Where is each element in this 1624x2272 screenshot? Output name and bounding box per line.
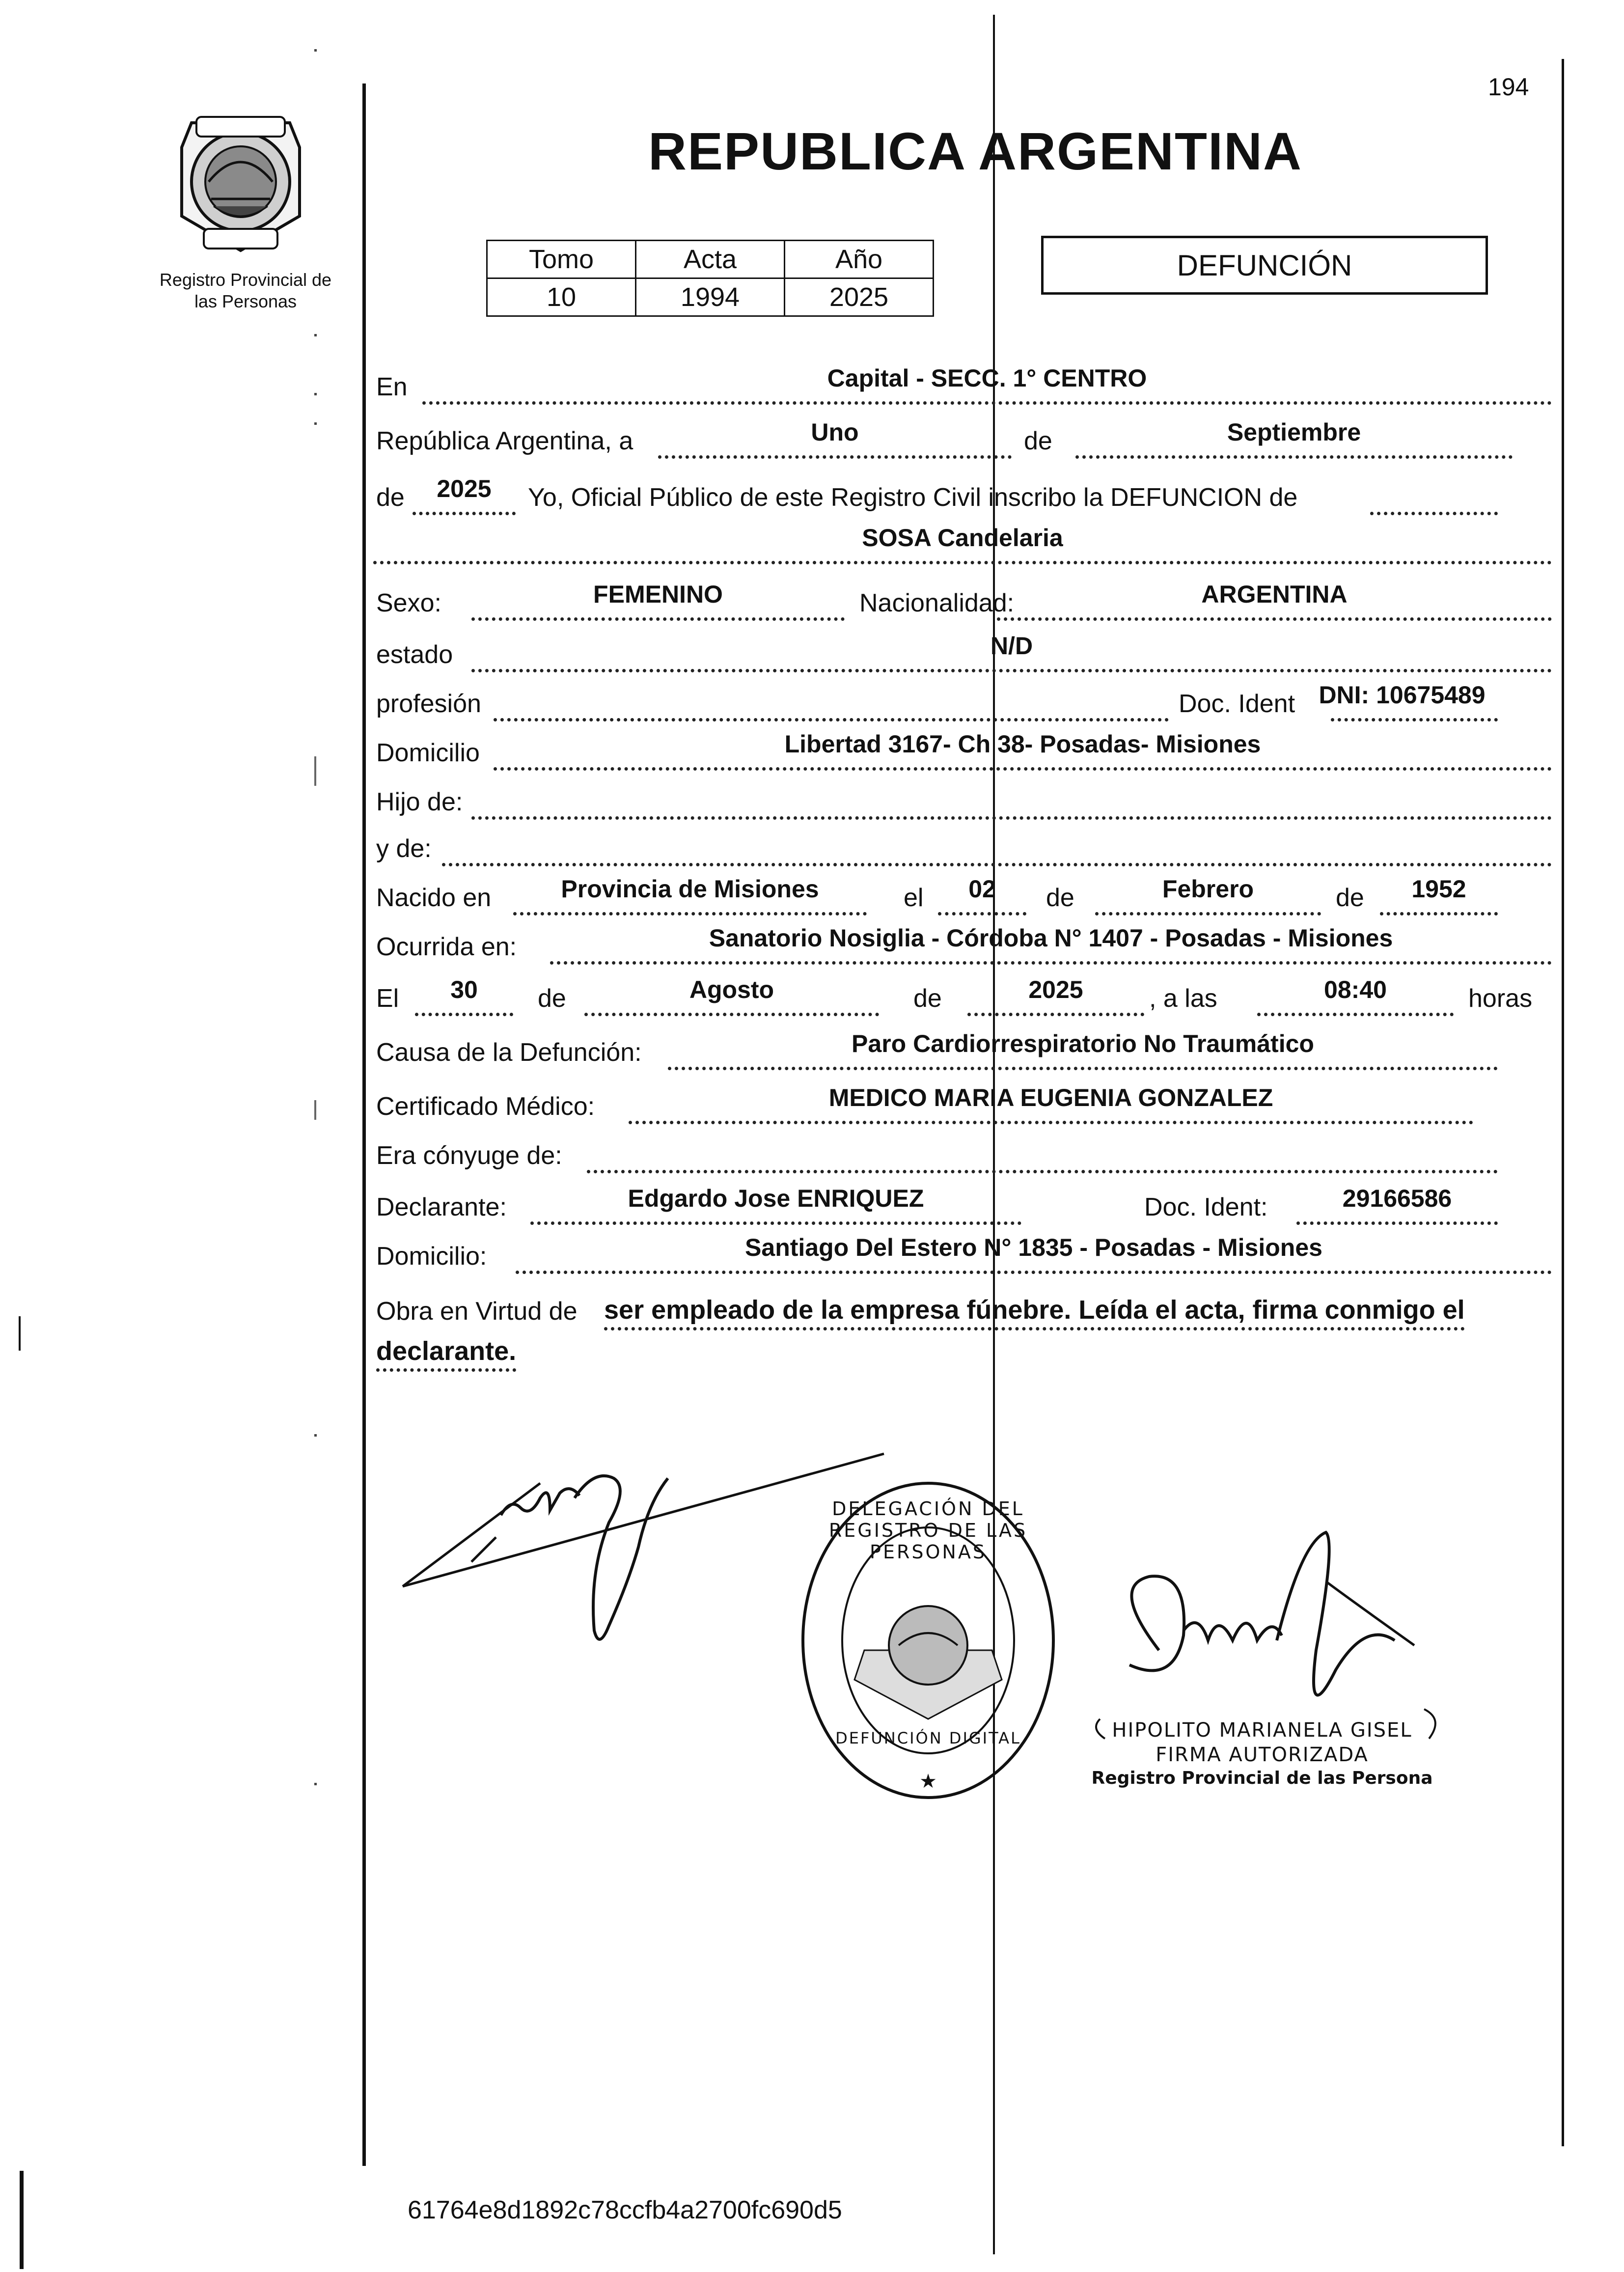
decl-dom-field	[516, 1236, 1552, 1274]
row-deceased-name	[373, 518, 1552, 567]
row-decl-domicilio	[373, 1228, 1552, 1277]
certificado-value: MEDICO MARIA EUGENIA GONZALEZ	[828, 1084, 1273, 1111]
en-field	[422, 364, 1552, 405]
document-hash: 61764e8d1892c78ccfb4a2700fc690d5	[408, 2196, 842, 2224]
estado-value: N/D	[990, 632, 1033, 660]
nacido-day-field	[938, 875, 1026, 915]
declarante-field	[530, 1187, 1021, 1225]
right-margin-line	[1562, 59, 1564, 2146]
inscribo-text: Yo, Oficial Público de este Registro Civil inscribo la DEFUNCION de	[528, 483, 1298, 512]
row-obra	[373, 1277, 1552, 1375]
row-yde	[373, 820, 1552, 869]
margin-marks	[314, 49, 319, 2210]
province-emblem	[162, 108, 319, 255]
certificado-label: Certificado Médico:	[376, 1092, 595, 1121]
rep-month-value: Septiembre	[1227, 418, 1361, 446]
horas-label: horas	[1468, 984, 1533, 1013]
row-profesion	[373, 675, 1552, 724]
meta-header-ano: Año	[785, 241, 934, 278]
document-type-box	[1041, 236, 1488, 295]
nacido-day-value: 02	[968, 875, 996, 903]
rep-de-label: de	[1024, 427, 1052, 455]
stamp-outer-text: DELEGACIÓN DEL REGISTRO DE LAS PERSONAS	[828, 1498, 1028, 1563]
estado-label: estado	[376, 640, 453, 669]
deceased-name-value: SOSA Candelaria	[862, 524, 1063, 552]
sexo-value: FEMENINO	[593, 581, 723, 608]
ocurrida-field	[550, 924, 1552, 965]
causa-label: Causa de la Defunción:	[376, 1038, 642, 1067]
profesion-label: profesión	[376, 690, 481, 718]
death-de1-label: de	[538, 984, 566, 1013]
obra-label: Obra en Virtud de	[376, 1297, 578, 1326]
death-de2-label: de	[913, 984, 942, 1013]
obra-value-line2: declarante.	[376, 1336, 516, 1372]
province-emblem-icon	[162, 108, 319, 255]
inscribo-trail-field	[1370, 477, 1498, 515]
meta-header-tomo: Tomo	[487, 241, 636, 278]
nacionalidad-field	[997, 583, 1552, 621]
meta-value-tomo: 10	[487, 278, 636, 316]
death-year-value: 2025	[1028, 976, 1083, 1003]
death-month-field	[584, 978, 879, 1016]
left-margin-line	[362, 83, 366, 2166]
alas-label: , a las	[1149, 984, 1217, 1013]
decl-doc-label: Doc. Ident:	[1144, 1193, 1268, 1221]
binding-mark	[19, 1316, 21, 1351]
meta-value-ano: 2025	[785, 278, 934, 316]
row-fecha-defuncion	[373, 970, 1552, 1019]
nacido-label: Nacido en	[376, 884, 492, 912]
causa-field	[668, 1032, 1498, 1070]
declarante-value: Edgardo Jose ENRIQUEZ	[628, 1185, 924, 1212]
yde-field	[442, 829, 1552, 866]
death-day-field	[415, 978, 513, 1016]
row-en	[373, 359, 1552, 408]
page-number: 194	[1488, 73, 1529, 101]
certificado-field	[629, 1086, 1473, 1124]
year-field	[413, 477, 516, 515]
nacido-year-field	[1380, 875, 1498, 915]
el-label: El	[376, 984, 399, 1013]
nacionalidad-value: ARGENTINA	[1201, 581, 1348, 608]
causa-value: Paro Cardiorrespiratorio No Traumático	[852, 1030, 1314, 1057]
row-estado	[373, 626, 1552, 675]
yde-label: y de:	[376, 834, 432, 863]
domicilio-label: Domicilio	[376, 739, 480, 767]
row-certificado	[373, 1078, 1552, 1127]
rep-day-value: Uno	[811, 418, 859, 446]
republica-label: República Argentina, a	[376, 427, 633, 455]
rep-month-field	[1075, 418, 1513, 459]
record-meta-table	[486, 240, 934, 317]
nacido-place-field	[513, 875, 867, 915]
obra-value-line1: ser empleado de la empresa fúnebre. Leída el acta, firma conmigo el	[604, 1295, 1465, 1330]
decl-doc-value: 29166586	[1342, 1185, 1452, 1212]
row-conyuge	[373, 1127, 1552, 1176]
decl-doc-field	[1296, 1187, 1498, 1225]
logo-caption-line2: las Personas	[194, 291, 297, 311]
sexo-label: Sexo:	[376, 589, 441, 617]
docident-value: DNI: 10675489	[1319, 681, 1486, 709]
nacido-place-value: Provincia de Misiones	[561, 875, 819, 903]
row-causa	[373, 1024, 1552, 1073]
row-inscribo	[373, 469, 1552, 518]
nacido-el-label: el	[904, 884, 924, 912]
year-de-label: de	[376, 483, 405, 512]
signer-name: HIPOLITO MARIANELA GISEL	[1112, 1719, 1412, 1742]
death-month-value: Agosto	[689, 976, 774, 1003]
nacido-month-field	[1095, 875, 1321, 915]
decl-dom-label: Domicilio:	[376, 1242, 487, 1271]
domicilio-field	[494, 730, 1552, 771]
nacido-year-value: 1952	[1411, 875, 1466, 903]
conyuge-label: Era cónyuge de:	[376, 1141, 562, 1170]
docident-label: Doc. Ident	[1179, 690, 1295, 718]
nacido-de1-label: de	[1046, 884, 1074, 912]
row-nacido	[373, 869, 1552, 918]
docident-field	[1319, 681, 1498, 721]
logo-caption	[138, 269, 354, 312]
en-label: En	[376, 373, 408, 401]
stamp-inner-text: DEFUNCIÓN DIGITAL	[835, 1729, 1021, 1747]
conyuge-field	[587, 1136, 1498, 1173]
binding-mark-bottom	[20, 2171, 24, 2269]
deceased-name-field	[373, 526, 1552, 564]
row-ocurrida	[373, 918, 1552, 968]
estado-field	[471, 632, 1552, 672]
document-title: REPUBLICA ARGENTINA	[648, 121, 1302, 181]
year-value: 2025	[437, 475, 492, 502]
profesion-field	[494, 684, 1169, 721]
domicilio-value: Libertad 3167- Ch 38- Posadas- Misiones	[784, 730, 1261, 758]
sexo-field	[471, 583, 845, 621]
en-value: Capital - SECC. 1° CENTRO	[827, 364, 1147, 392]
svg-text:★: ★	[919, 1770, 937, 1793]
death-time-value: 08:40	[1324, 976, 1387, 1003]
hijo-field	[471, 782, 1552, 820]
signer-role: FIRMA AUTORIZADA	[1156, 1744, 1369, 1766]
meta-value-acta: 1994	[636, 278, 785, 316]
row-republica	[373, 413, 1552, 462]
row-domicilio	[373, 724, 1552, 774]
row-sexo	[373, 575, 1552, 624]
row-declarante	[373, 1179, 1552, 1228]
declarante-label: Declarante:	[376, 1193, 507, 1221]
ocurrida-label: Ocurrida en:	[376, 933, 517, 961]
nacido-month-value: Febrero	[1162, 875, 1254, 903]
hijo-label: Hijo de:	[376, 788, 463, 816]
death-year-field	[967, 978, 1144, 1016]
rep-day-field	[658, 418, 1012, 459]
nacido-de2-label: de	[1336, 884, 1364, 912]
meta-header-acta: Acta	[636, 241, 785, 278]
nacionalidad-label: Nacionalidad:	[859, 589, 1015, 617]
death-day-value: 30	[450, 976, 478, 1003]
document-type-label: DEFUNCIÓN	[1177, 249, 1352, 282]
decl-dom-value: Santiago Del Estero N° 1835 - Posadas - Misiones	[745, 1234, 1322, 1261]
death-time-field	[1257, 978, 1454, 1016]
ocurrida-value: Sanatorio Nosiglia - Córdoba N° 1407 - Posadas - Misiones	[709, 924, 1393, 952]
logo-caption-line1: Registro Provincial de	[159, 270, 332, 290]
signature-block	[1090, 1719, 1434, 1788]
row-hijo	[373, 774, 1552, 823]
signer-office: Registro Provincial de las Persona	[1091, 1768, 1433, 1788]
